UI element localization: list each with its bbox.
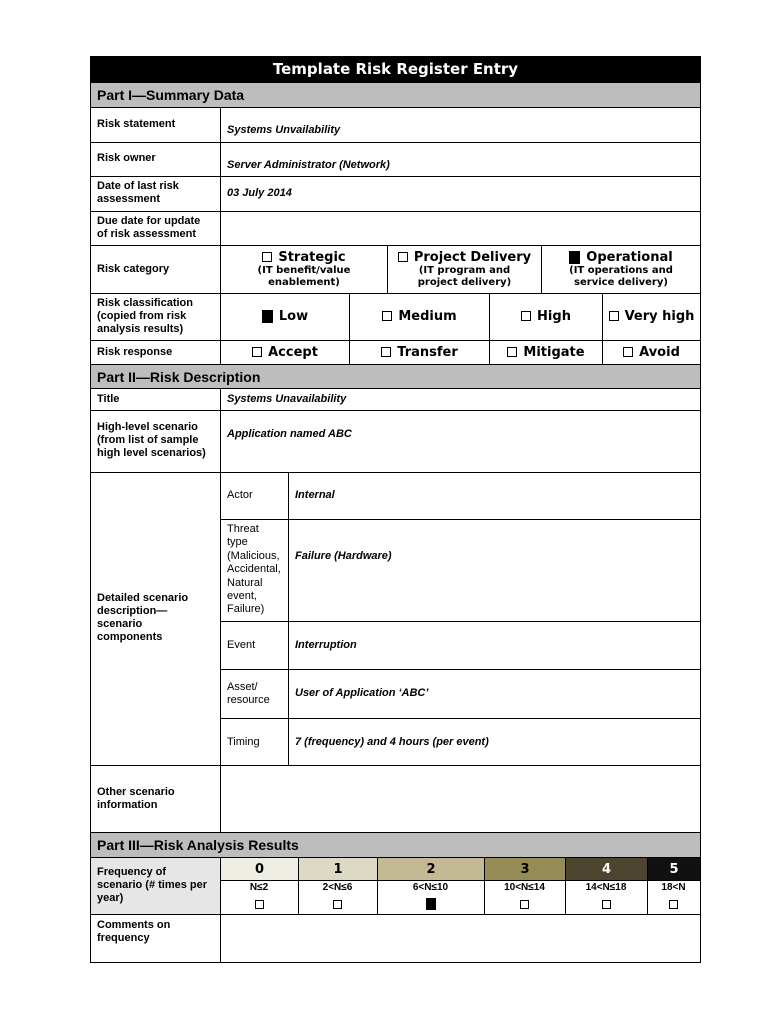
risk-owner-label: Risk owner <box>97 152 156 164</box>
checkbox-checked-icon[interactable] <box>262 310 273 323</box>
frequency-level-1-header: 1 <box>299 858 377 880</box>
checkbox-icon[interactable] <box>520 900 529 909</box>
checkbox-checked-icon[interactable] <box>426 898 436 910</box>
frequency-level-4-checkbox-cell[interactable] <box>565 897 647 911</box>
response-avoid-option[interactable]: Avoid <box>603 344 700 360</box>
title-value: Systems Unavailability <box>227 393 347 405</box>
risk-classification-label: Risk classification (copied from risk analysis results) <box>97 297 193 335</box>
risk-category-label: Risk category <box>97 263 170 275</box>
asset-resource-label: Asset/ resource <box>227 681 270 707</box>
checkbox-icon[interactable] <box>602 900 611 909</box>
category-project-delivery-option[interactable]: Project Delivery <box>388 249 541 265</box>
frequency-level-0-range: N≤2 <box>249 882 269 893</box>
part1-heading: Part I—Summary Data <box>91 83 700 107</box>
frequency-level-3-range: 10<N≤14 <box>504 882 545 893</box>
checkbox-checked-icon[interactable] <box>569 251 580 264</box>
frequency-level-5-checkbox-cell[interactable] <box>647 897 700 911</box>
checkbox-icon[interactable] <box>507 347 517 357</box>
frequency-level-4-range: 14<N≤18 <box>585 882 627 893</box>
category-operational-option[interactable]: Operational <box>542 249 700 265</box>
actor-value: Internal <box>295 489 335 501</box>
classification-low-option[interactable]: Low <box>221 308 349 324</box>
category-strategic-option[interactable]: Strategic <box>221 249 387 265</box>
detailed-scenario-label: Detailed scenario description— scenario components <box>97 592 189 643</box>
checkbox-icon[interactable] <box>398 252 408 262</box>
part3-heading: Part III—Risk Analysis Results <box>91 833 700 857</box>
actor-label: Actor <box>227 489 253 501</box>
frequency-level-4-header: 4 <box>566 858 647 880</box>
frequency-level-2-range: 6<N≤10 <box>412 882 449 893</box>
date-last-assessment-value: 03 July 2014 <box>227 187 292 199</box>
category-strategic-description: (IT benefit/value enablement) <box>257 265 351 288</box>
checkbox-icon[interactable] <box>521 311 531 321</box>
title-label: Title <box>97 393 120 405</box>
category-operational-description: (IT operations and service delivery) <box>569 265 673 288</box>
due-date-label: Due date for update of risk assessment <box>97 215 201 240</box>
checkbox-icon[interactable] <box>381 347 391 357</box>
frequency-level-3-header: 3 <box>485 858 565 880</box>
threat-type-label: Threat type (Malicious, Accidental, Natural event, Failure) <box>227 523 281 616</box>
date-last-assessment-label: Date of last risk assessment <box>97 180 179 205</box>
risk-response-label: Risk response <box>97 346 173 358</box>
category-project-delivery-description: (IT program and project delivery) <box>417 265 512 288</box>
part2-heading: Part II—Risk Description <box>91 365 700 388</box>
timing-value: 7 (frequency) and 4 hours (per event) <box>295 736 489 748</box>
classification-very-high-option[interactable]: Very high <box>603 308 700 324</box>
asset-resource-value: User of Application ‘ABC’ <box>295 687 429 699</box>
frequency-label: Frequency of scenario (# times per year) <box>97 866 208 904</box>
risk-statement-value: Systems Unvailability <box>227 124 341 136</box>
checkbox-icon[interactable] <box>623 347 633 357</box>
risk-statement-label: Risk statement <box>97 118 176 130</box>
risk-owner-value: Server Administrator (Network) <box>227 159 390 171</box>
frequency-level-5-range: 18<N <box>661 882 686 893</box>
frequency-level-2-checkbox-cell[interactable] <box>377 897 484 911</box>
frequency-level-3-checkbox-cell[interactable] <box>484 897 565 911</box>
threat-type-value: Failure (Hardware) <box>295 550 392 562</box>
page-title: Template Risk Register Entry <box>90 56 701 82</box>
timing-label: Timing <box>227 736 260 748</box>
frequency-level-0-header: 0 <box>221 858 298 880</box>
comments-frequency-label: Comments on frequency <box>97 919 171 944</box>
response-mitigate-option[interactable]: Mitigate <box>490 344 602 360</box>
high-level-scenario-label: High-level scenario (from list of sample high level scenarios) <box>97 421 206 459</box>
event-label: Event <box>227 639 256 651</box>
response-accept-option[interactable]: Accept <box>221 344 349 360</box>
classification-medium-option[interactable]: Medium <box>350 308 489 324</box>
frequency-level-5-header: 5 <box>648 858 700 880</box>
classification-high-option[interactable]: High <box>490 308 602 324</box>
checkbox-icon[interactable] <box>382 311 392 321</box>
high-level-scenario-value: Application named ABC <box>227 428 352 440</box>
frequency-level-1-range: 2<N≤6 <box>322 882 353 893</box>
checkbox-icon[interactable] <box>255 900 264 909</box>
frequency-level-1-checkbox-cell[interactable] <box>298 897 377 911</box>
other-scenario-label: Other scenario information <box>97 786 175 811</box>
checkbox-icon[interactable] <box>333 900 342 909</box>
response-transfer-option[interactable]: Transfer <box>350 344 489 360</box>
frequency-level-0-checkbox-cell[interactable] <box>220 897 298 911</box>
checkbox-icon[interactable] <box>262 252 272 262</box>
checkbox-icon[interactable] <box>669 900 678 909</box>
event-value: Interruption <box>295 639 357 651</box>
frequency-level-2-header: 2 <box>378 858 484 880</box>
checkbox-icon[interactable] <box>252 347 262 357</box>
checkbox-icon[interactable] <box>609 311 619 321</box>
